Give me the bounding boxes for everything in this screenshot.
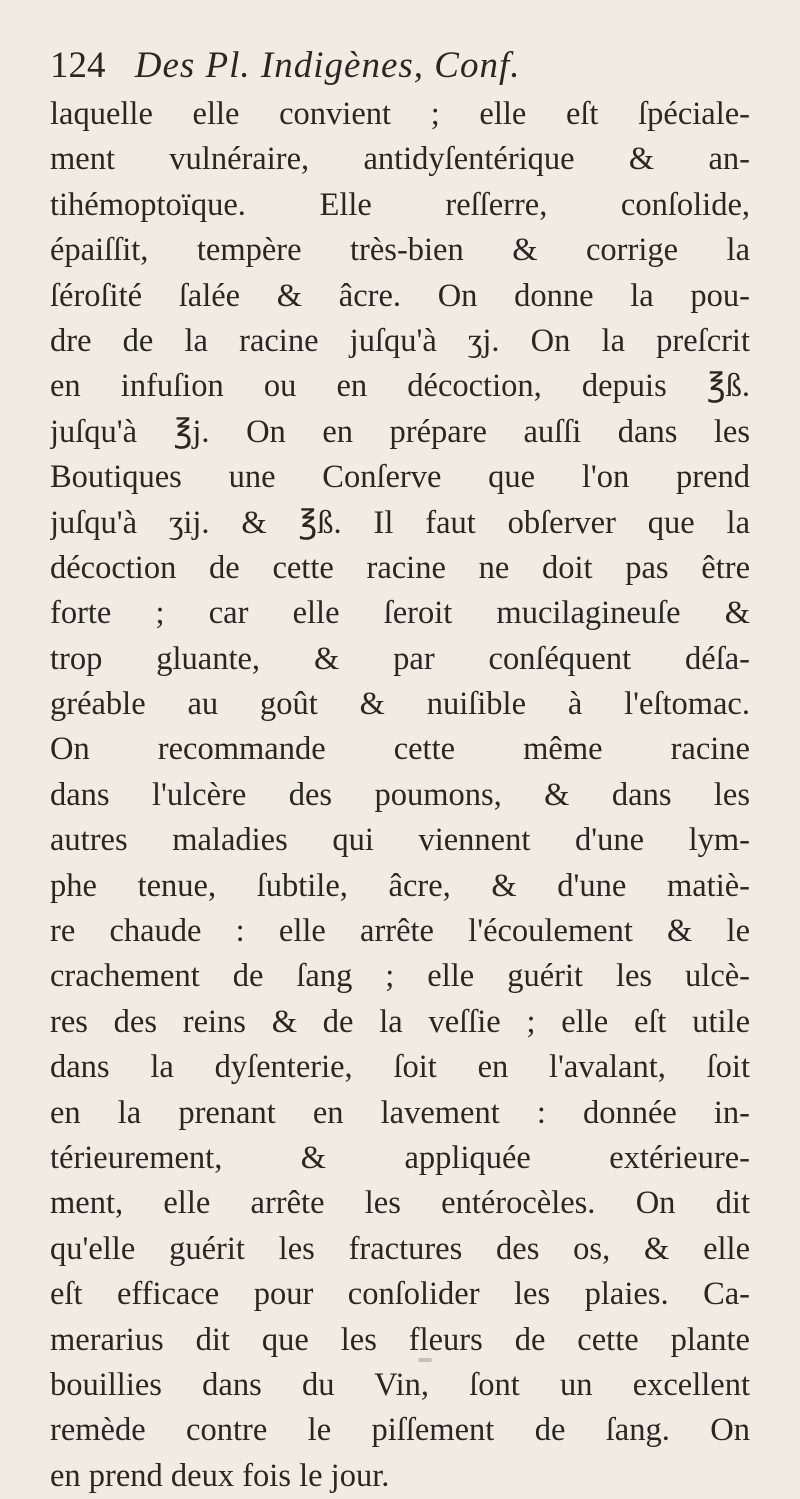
text-line: eſt efficace pour conſolider les plaies. Ca- xyxy=(50,1276,750,1313)
body-text xyxy=(50,92,750,1499)
page-number: 124 xyxy=(50,45,106,86)
text-line: laquelle elle convient ; elle eſt ſpéciale- xyxy=(50,96,750,132)
text-line: dans la dyſenterie, ſoit en l'avalant, ſoit xyxy=(50,1049,750,1086)
text-line: en la prenant en lavement : donnée in- xyxy=(50,1094,750,1131)
text-line: phe tenue, ſubtile, âcre, & d'une matiè- xyxy=(50,867,750,904)
page-header xyxy=(50,38,750,94)
text-line-last: en prend deux fois le jour. xyxy=(50,1457,390,1494)
text-line: qu'elle guérit les fractures des os, & elle xyxy=(50,1230,750,1267)
text-line: re chaude : elle arrête l'écoulement & le xyxy=(50,913,750,950)
text-line: dre de la racine juſqu'à ʒj. On la preſcrit xyxy=(50,322,750,359)
text-line: tihémoptoïque. Elle reſſerre, conſolide, xyxy=(50,186,750,223)
text-line: res des reins & de la veſſie ; elle eſt utile xyxy=(50,1003,750,1040)
text-line: juſqu'à ʒij. & ℥ß. Il faut obſerver que la xyxy=(50,504,750,541)
text-line: juſqu'à ℥j. On en prépare auſſi dans les xyxy=(50,413,750,450)
text-line: trop gluante, & par conſéquent déſa- xyxy=(50,640,750,677)
ink-mark xyxy=(418,1358,432,1362)
text-line: térieurement, & appliquée extérieure- xyxy=(50,1139,750,1176)
text-line: en infuſion ou en décoction, depuis ℥ß. xyxy=(50,368,750,405)
text-line: ment, elle arrête les entérocèles. On dit xyxy=(50,1185,750,1222)
running-title: Des Pl. Indigènes, Conf. xyxy=(134,45,521,86)
text-line: forte ; car elle ſeroit mucilagineuſe & xyxy=(50,595,750,632)
text-line: ment vulnéraire, antidyſentérique & an- xyxy=(50,141,750,178)
text-line: dans l'ulcère des poumons, & dans les xyxy=(50,776,750,813)
text-line: bouillies dans du Vin, ſont un excellent xyxy=(50,1366,750,1403)
text-line: autres maladies qui viennent d'une lym- xyxy=(50,822,750,859)
text-line: gréable au goût & nuiſible à l'eſtomac. xyxy=(50,686,750,723)
text-line: crachement de ſang ; elle guérit les ulcè- xyxy=(50,958,750,995)
text-line: Boutiques une Conſerve que l'on prend xyxy=(50,459,750,496)
text-line: merarius dit que les fleurs de cette plante xyxy=(50,1321,750,1358)
text-line: ſéroſité ſalée & âcre. On donne la pou- xyxy=(50,277,750,314)
text-line: épaiſſit, tempère très-bien & corrige la xyxy=(50,232,750,269)
text-line: décoction de cette racine ne doit pas être xyxy=(50,549,750,586)
text-line: On recommande cette même racine xyxy=(50,731,750,768)
text-line: remède contre le piſſement de ſang. On xyxy=(50,1412,750,1449)
